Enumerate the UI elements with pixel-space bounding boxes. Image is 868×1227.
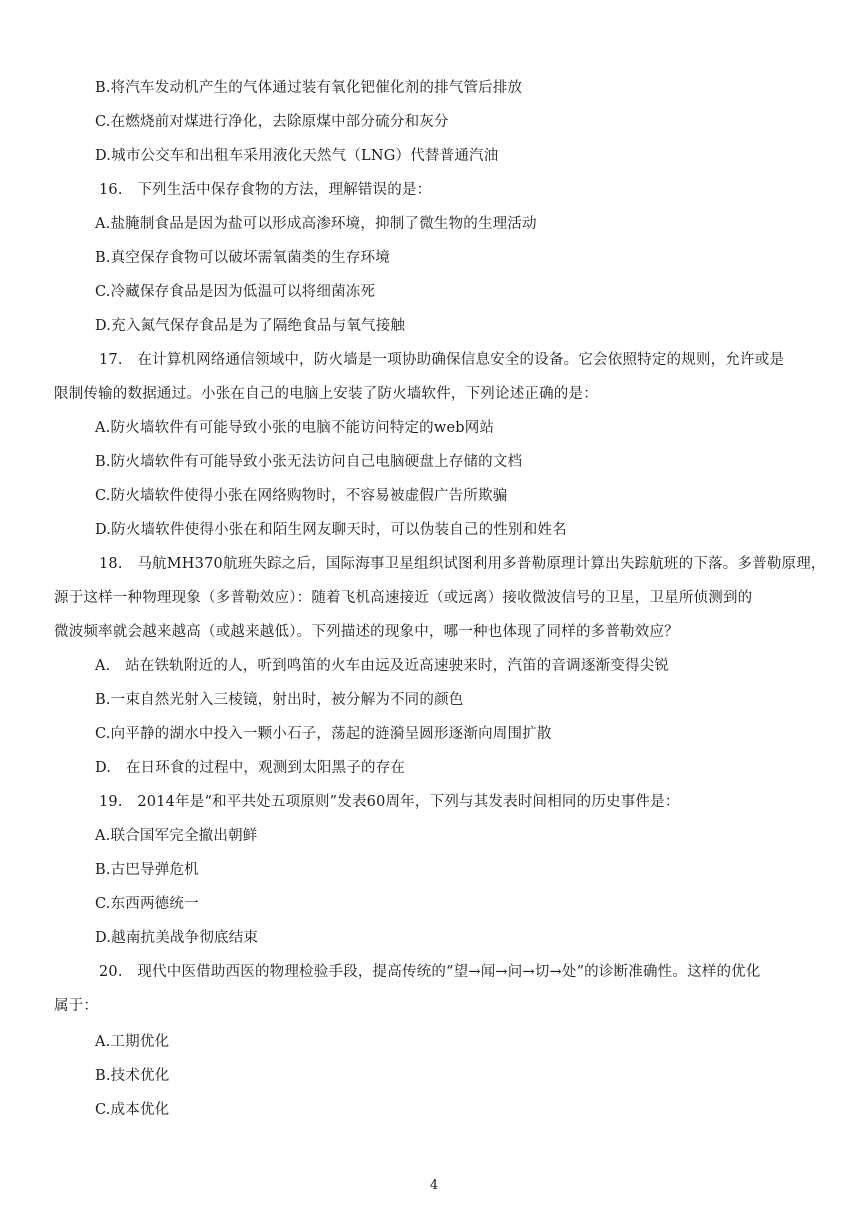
option-18-b: B.一束自然光射入三棱镜，射出时，被分解为不同的颜色 <box>95 692 464 708</box>
option-17-d: D.防火墙软件使得小张在和陌生网友聊天时，可以伪装自己的性别和姓名 <box>95 522 567 538</box>
question-18-continued-1: 源于这样一种物理现象（多普勒效应）：随着飞机高速接近（或远离）接收微波信号的卫星，卫星所侦测到的 <box>54 590 753 606</box>
option-16-c: C.冷藏保存食品是因为低温可以将细菌冻死 <box>95 284 376 300</box>
option-20-c: C.成本优化 <box>95 1102 170 1118</box>
option-17-c: C.防火墙软件使得小张在网络购物时，不容易被虚假广告所欺骗 <box>95 488 508 504</box>
option-20-b: B.技术优化 <box>95 1068 170 1084</box>
option-18-c: C.向平静的湖水中投入一颗小石子，荡起的涟漪呈圆形逐渐向周围扩散 <box>95 726 552 742</box>
question-18: 18. 马航MH370航班失踪之后，国际海事卫星组织试图利用多普勒原理计算出失踪航班的下落。多普勒原理， <box>99 556 826 572</box>
option-18-d: D. 在日环食的过程中，观测到太阳黑子的存在 <box>95 760 406 776</box>
question-19: 19. 2014年是“和平共处五项原则”发表60周年，下列与其发表时间相同的历史事件是： <box>99 794 680 810</box>
option-19-b: B.古巴导弹危机 <box>95 862 199 878</box>
option-17-b: B.防火墙软件有可能导致小张无法访问自己电脑硬盘上存储的文档 <box>95 454 523 470</box>
question-16: 16. 下列生活中保存食物的方法，理解错误的是： <box>99 182 432 198</box>
option-15-d: D.城市公交车和出租车采用液化天然气（LNG）代替普通汽油 <box>95 148 499 164</box>
question-20-continued: 属于： <box>54 998 99 1014</box>
question-17: 17. 在计算机网络通信领域中，防火墙是一项协助确保信息安全的设备。它会依照特定的规则，允许或是 <box>99 352 785 368</box>
question-20: 20. 现代中医借助西医的物理检验手段，提高传统的“望→闻→问→切→处”的诊断准确性。这样的优化 <box>99 964 761 980</box>
page-number: 4 <box>429 1178 439 1193</box>
option-19-d: D.越南抗美战争彻底结束 <box>95 930 259 946</box>
option-20-a: A.工期优化 <box>95 1034 170 1050</box>
option-19-c: C.东西两德统一 <box>95 896 199 912</box>
option-16-d: D.充入氮气保存食品是为了隔绝食品与氧气接触 <box>95 318 406 334</box>
option-18-a: A. 站在铁轨附近的人，听到鸣笛的火车由远及近高速驶来时，汽笛的音调逐渐变得尖锐 <box>95 658 670 674</box>
option-15-b: B.将汽车发动机产生的气体通过装有氧化钯催化剂的排气管后排放 <box>95 80 523 96</box>
option-15-c: C.在燃烧前对煤进行净化，去除原煤中部分硫分和灰分 <box>95 114 449 130</box>
question-18-continued-2: 微波频率就会越来越高（或越来越低）。下列描述的现象中，哪一种也体现了同样的多普勒效应？ <box>54 624 679 640</box>
option-19-a: A.联合国军完全撤出朝鲜 <box>95 828 258 844</box>
option-16-b: B.真空保存食物可以破坏需氧菌类的生存环境 <box>95 250 390 266</box>
option-17-a: A.防火墙软件有可能导致小张的电脑不能访问特定的web网站 <box>95 420 495 436</box>
question-17-continued: 限制传输的数据通过。小张在自己的电脑上安装了防火墙软件，下列论述正确的是： <box>54 386 598 402</box>
option-16-a: A.盐腌制食品是因为盐可以形成高渗环境，抑制了微生物的生理活动 <box>95 216 537 232</box>
